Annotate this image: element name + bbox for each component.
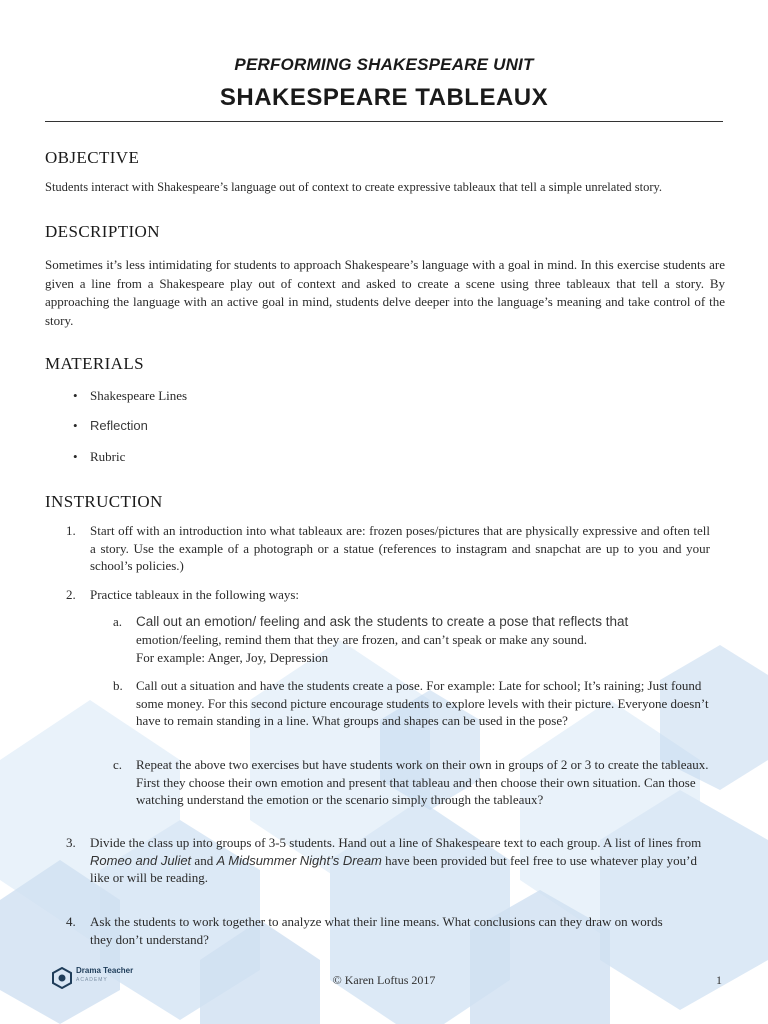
objective-heading: OBJECTIVE <box>45 148 140 167</box>
materials-list-item <box>73 418 148 434</box>
step-number: 4. <box>66 914 76 929</box>
instruction-step-3 <box>66 834 711 888</box>
play-title-midsummer-nights-dream: A Midsummer Night’s Dream <box>216 852 382 868</box>
bullet-point: • <box>73 418 78 433</box>
page-title: SHAKESPEARE TABLEAUX <box>219 84 549 111</box>
step-number: 2. <box>66 587 76 602</box>
instruction-heading: INSTRUCTION <box>45 492 163 511</box>
bullet-point: • <box>73 388 78 403</box>
practice-substep-b <box>113 677 713 749</box>
instruction-step-2 <box>66 586 711 604</box>
copyright-notice: © Karen Loftus 2017 <box>332 973 436 987</box>
step-text-part: and <box>191 852 217 868</box>
step-text: Ask the students to work together to analyze what their line means. What conclusions can they draw on words they don’t understand? <box>90 914 663 947</box>
instruction-step-1 <box>66 522 711 576</box>
materials-list-item <box>73 388 187 404</box>
practice-substep-c <box>113 756 713 828</box>
logo-name: Drama Teacher <box>76 966 134 975</box>
step-number: 1. <box>66 523 76 538</box>
objective-text: Students interact with Shakespeare’s language out of context to create expressive tableaux that tell a simple unrelated story. <box>45 180 663 194</box>
play-title-romeo-and-juliet: Romeo and Juliet <box>90 852 192 868</box>
substep-letter: c. <box>113 757 123 772</box>
substep-letter: b. <box>113 678 123 693</box>
materials-item-label: Shakespeare Lines <box>90 388 188 403</box>
logo-subtitle: ACADEMY <box>76 977 108 983</box>
bullet-point: • <box>73 449 78 464</box>
description-text: Sometimes it’s less intimidating for students to approach Shakespeare’s language with a goal in mind. In this exercise students are given a line from a Shakespeare play out of context and asked to create a scene using three tableaux that tell a story. By approaching the language with an active goal in mind, students delve deeper into the language’s meaning and take control of the story. <box>45 257 725 328</box>
substep-text: Call out a situation and have the students create a pose. For example: Late for school; It’s raining; Just found some money. For this second picture encourage students to explore levels with their picture. Everyone doesn’t have to remain standing in a line. What groups and shapes can be used in the pose? <box>136 678 709 728</box>
description-heading: DESCRIPTION <box>45 222 160 241</box>
materials-heading: MATERIALS <box>45 354 144 373</box>
materials-item-label: Rubric <box>90 449 126 464</box>
materials-list-item <box>73 449 125 465</box>
page-number: 1 <box>716 973 722 987</box>
substep-text-line: Call out an emotion/ feeling and ask the students to create a pose that reflects that <box>136 614 629 629</box>
instruction-step-4 <box>66 913 711 949</box>
step-text <box>90 834 716 887</box>
step-text: Practice tableaux in the following ways: <box>90 587 300 602</box>
substep-text-line: emotion/feeling, remind them that they are frozen, and can’t speak or make any sound. <box>136 632 587 647</box>
step-text: Start off with an introduction into what tableaux are: frozen poses/pictures that are physically expressive and often tell a story. Use the example of a photograph or a statue (references to instagram and snapchat are up to you and your school’s policies.) <box>90 523 710 573</box>
title-divider <box>45 121 723 122</box>
step-text-part: have been provided but feel free to use whatever play you’d like or will be reading. <box>90 852 698 885</box>
practice-substep-a <box>113 613 713 667</box>
step-number: 3. <box>66 835 76 850</box>
substep-letter: a. <box>113 614 123 629</box>
step-text-part: Divide the class up into groups of 3-5 students. Hand out a line of Shakespeare text to each group. A list of lines from <box>90 835 702 850</box>
materials-item-label: Reflection <box>90 418 148 433</box>
substep-text-line: For example: Anger, Joy, Depression <box>136 650 329 665</box>
unit-kicker: PERFORMING SHAKESPEARE UNIT <box>234 55 534 74</box>
substep-text: Repeat the above two exercises but have students work on their own in groups of 2 or 3 to create the tableaux. First they choose their own emotion and present that tableau and then choose their own situation. Can those watching understand the emotion or the scenario simply through the tableaux? <box>136 757 709 807</box>
